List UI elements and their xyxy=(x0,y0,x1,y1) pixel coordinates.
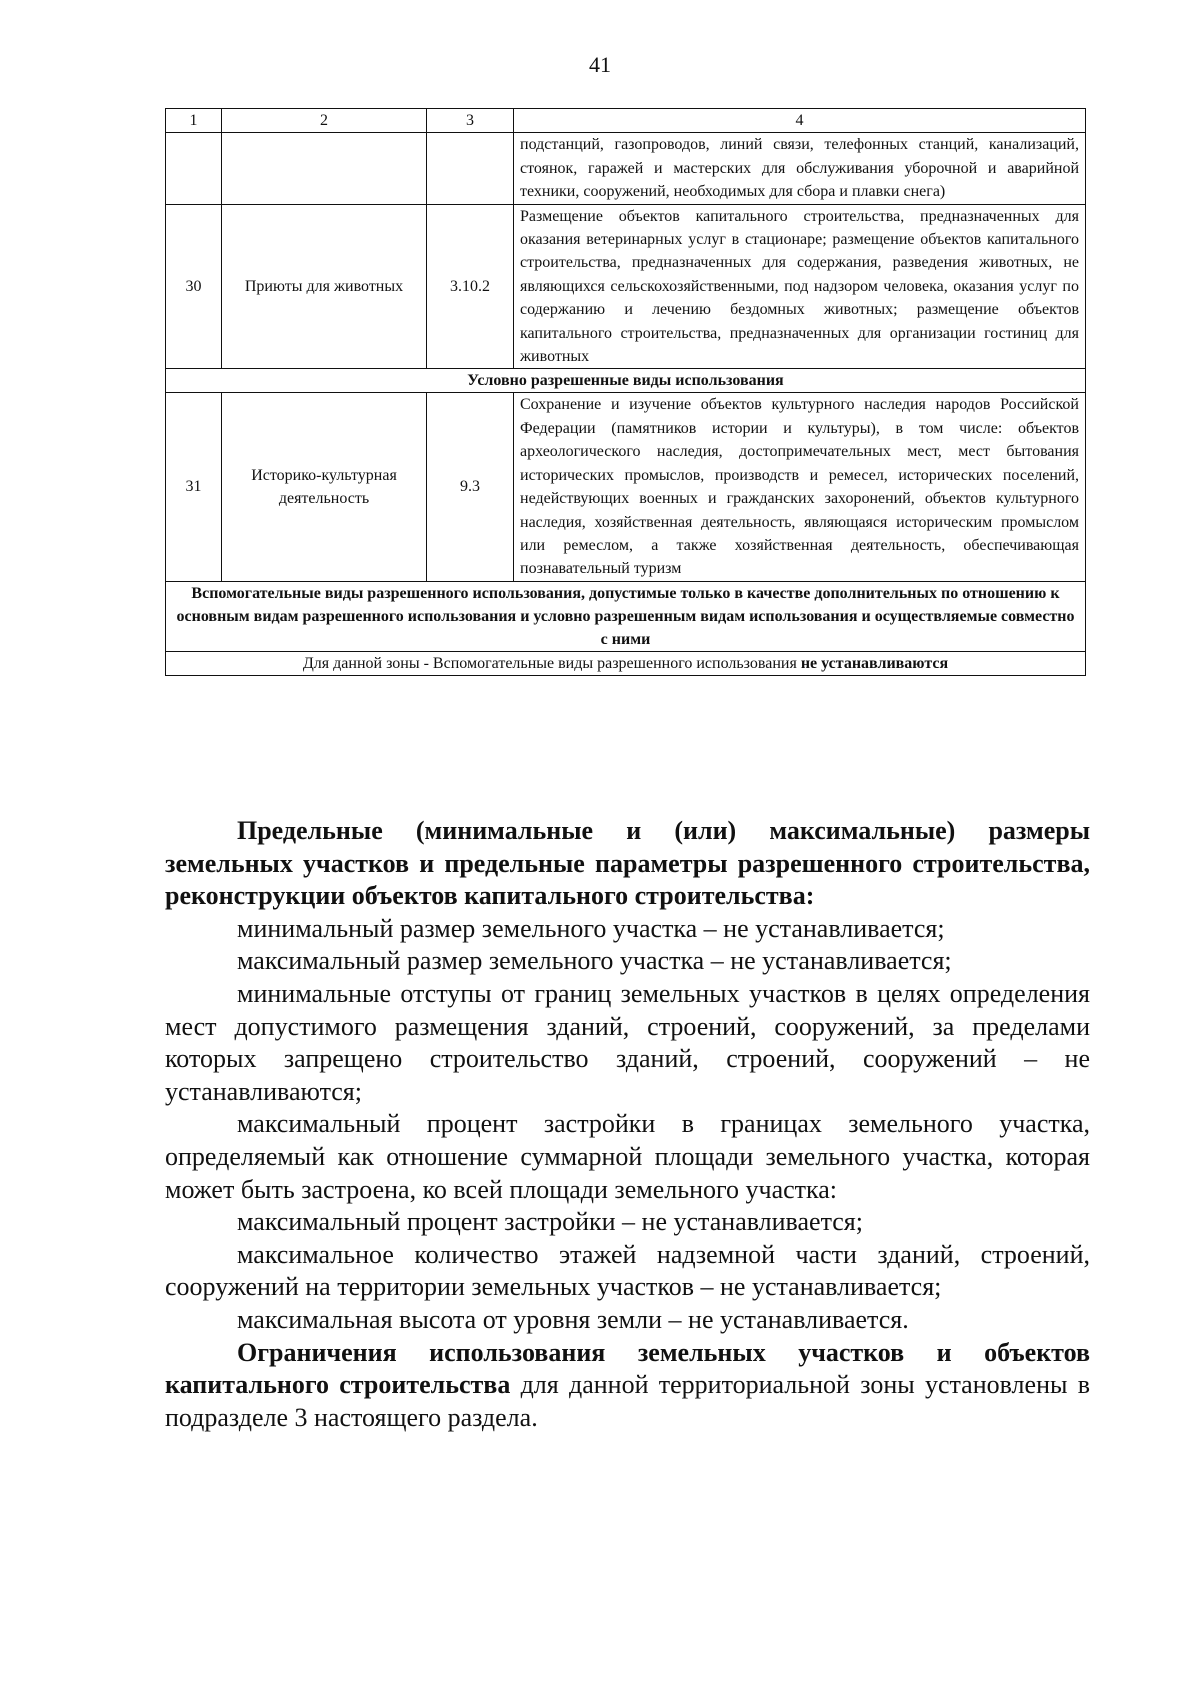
auxiliary-note xyxy=(166,651,1086,675)
body-text xyxy=(165,815,1090,1434)
restrictions-rest: для данной территориальной зоны установлены в подразделе 3 настоящего раздела. xyxy=(165,1370,1090,1432)
header-col-4: 4 xyxy=(514,109,1086,133)
use-description: Размещение объектов капитального строительства, предназначенных для оказания ветеринарных услуг в стационаре; размещение объектов капитального строительства, предназначенных для содержания, разведения животных, не являющихся сельскохозяйственными, под надзором человека, оказания услуг по содержанию и лечению бездомных животных; размещение объектов капитального строительства, предназначенных для организации гостиниц для животных xyxy=(514,204,1086,369)
row-number: 30 xyxy=(166,204,222,369)
parameter-item: минимальный размер земельного участка – не устанавливается; xyxy=(237,913,945,943)
continuation-text: подстанций, газопроводов, линий связи, телефонных станций, канализаций, стоянок, гаражей и мастерских для обслуживания уборочной и аварийной техники, сооружений, необходимых для сбора и плавки снега) xyxy=(514,133,1086,204)
table-header-row xyxy=(166,109,1086,133)
auxiliary-note-row xyxy=(166,651,1086,675)
use-code: 9.3 xyxy=(427,393,514,581)
header-col-1: 1 xyxy=(166,109,222,133)
parameter-item: максимальное количество этажей надземной части зданий, строений, сооружений на территории земельных участков – не устанавливается; xyxy=(165,1239,1090,1302)
section-auxiliary-title: Вспомогательные виды разрешенного использования, допустимые только в качестве дополнительных по отношению к основным видам разрешенного использования и условно разрешенным видам использования и осуществляемые совместно с ними xyxy=(166,581,1086,651)
use-description: Сохранение и изучение объектов культурного наследия народов Российской Федерации (памятников истории и культуры), в том числе: объектов археологического наследия, достопримечательных мест, мест бытования исторических промыслов, производств и ремесел, исторических поселений, недействующих военных и гражданских захоронений, объектов культурного наследия, хозяйственная деятельность, являющаяся историческим промыслом или ремеслом, а также хозяйственная деятельность, обеспечивающая познавательный туризм xyxy=(514,393,1086,581)
parameter-item: максимальная высота от уровня земли – не устанавливается. xyxy=(237,1304,909,1334)
section-conditional-row xyxy=(166,369,1086,393)
parameter-item: максимальный размер земельного участка – не устанавливается; xyxy=(237,946,952,976)
parameter-item: минимальные отступы от границ земельных участков в целях определения мест допустимого размещения зданий, строений, сооружений, за пределами которых запрещено строительство зданий, строений, сооружений – не устанавливаются; xyxy=(165,978,1090,1106)
parameters-heading: Предельные (минимальные и (или) максимальные) размеры земельных участков и предельные параметры разрешенного строительства, реконструкции объектов капитального строительства: xyxy=(165,816,1090,911)
parameter-item: максимальный процент застройки – не устанавливается; xyxy=(237,1207,863,1237)
row-number: 31 xyxy=(166,393,222,581)
restrictions-bold: Ограничения использования земельных участков и объектов капитального строительства xyxy=(165,1337,1090,1400)
section-auxiliary-row xyxy=(166,581,1086,651)
use-name: Историко-культурная деятельность xyxy=(222,393,427,581)
table-row-continuation xyxy=(166,133,1086,204)
header-col-2: 2 xyxy=(222,109,427,133)
page-number: 41 xyxy=(589,52,611,77)
use-code: 3.10.2 xyxy=(427,204,514,369)
header-col-3: 3 xyxy=(427,109,514,133)
restrictions-paragraph xyxy=(165,1337,1090,1435)
land-use-table xyxy=(165,108,1086,676)
table-row-30 xyxy=(166,204,1086,369)
table-row-31 xyxy=(166,393,1086,581)
parameter-item: максимальный процент застройки в границах земельного участка, определяемый как отношение суммарной площади земельного участка, которая может быть застроена, ко всей площади земельного участка: xyxy=(165,1109,1090,1204)
auxiliary-note-prefix: Для данной зоны - Вспомогательные виды разрешенного использования xyxy=(302,654,801,672)
section-conditional-title: Условно разрешенные виды использования xyxy=(166,369,1086,393)
use-name: Приюты для животных xyxy=(222,204,427,369)
auxiliary-note-bold: не устанавливаются xyxy=(800,654,949,672)
